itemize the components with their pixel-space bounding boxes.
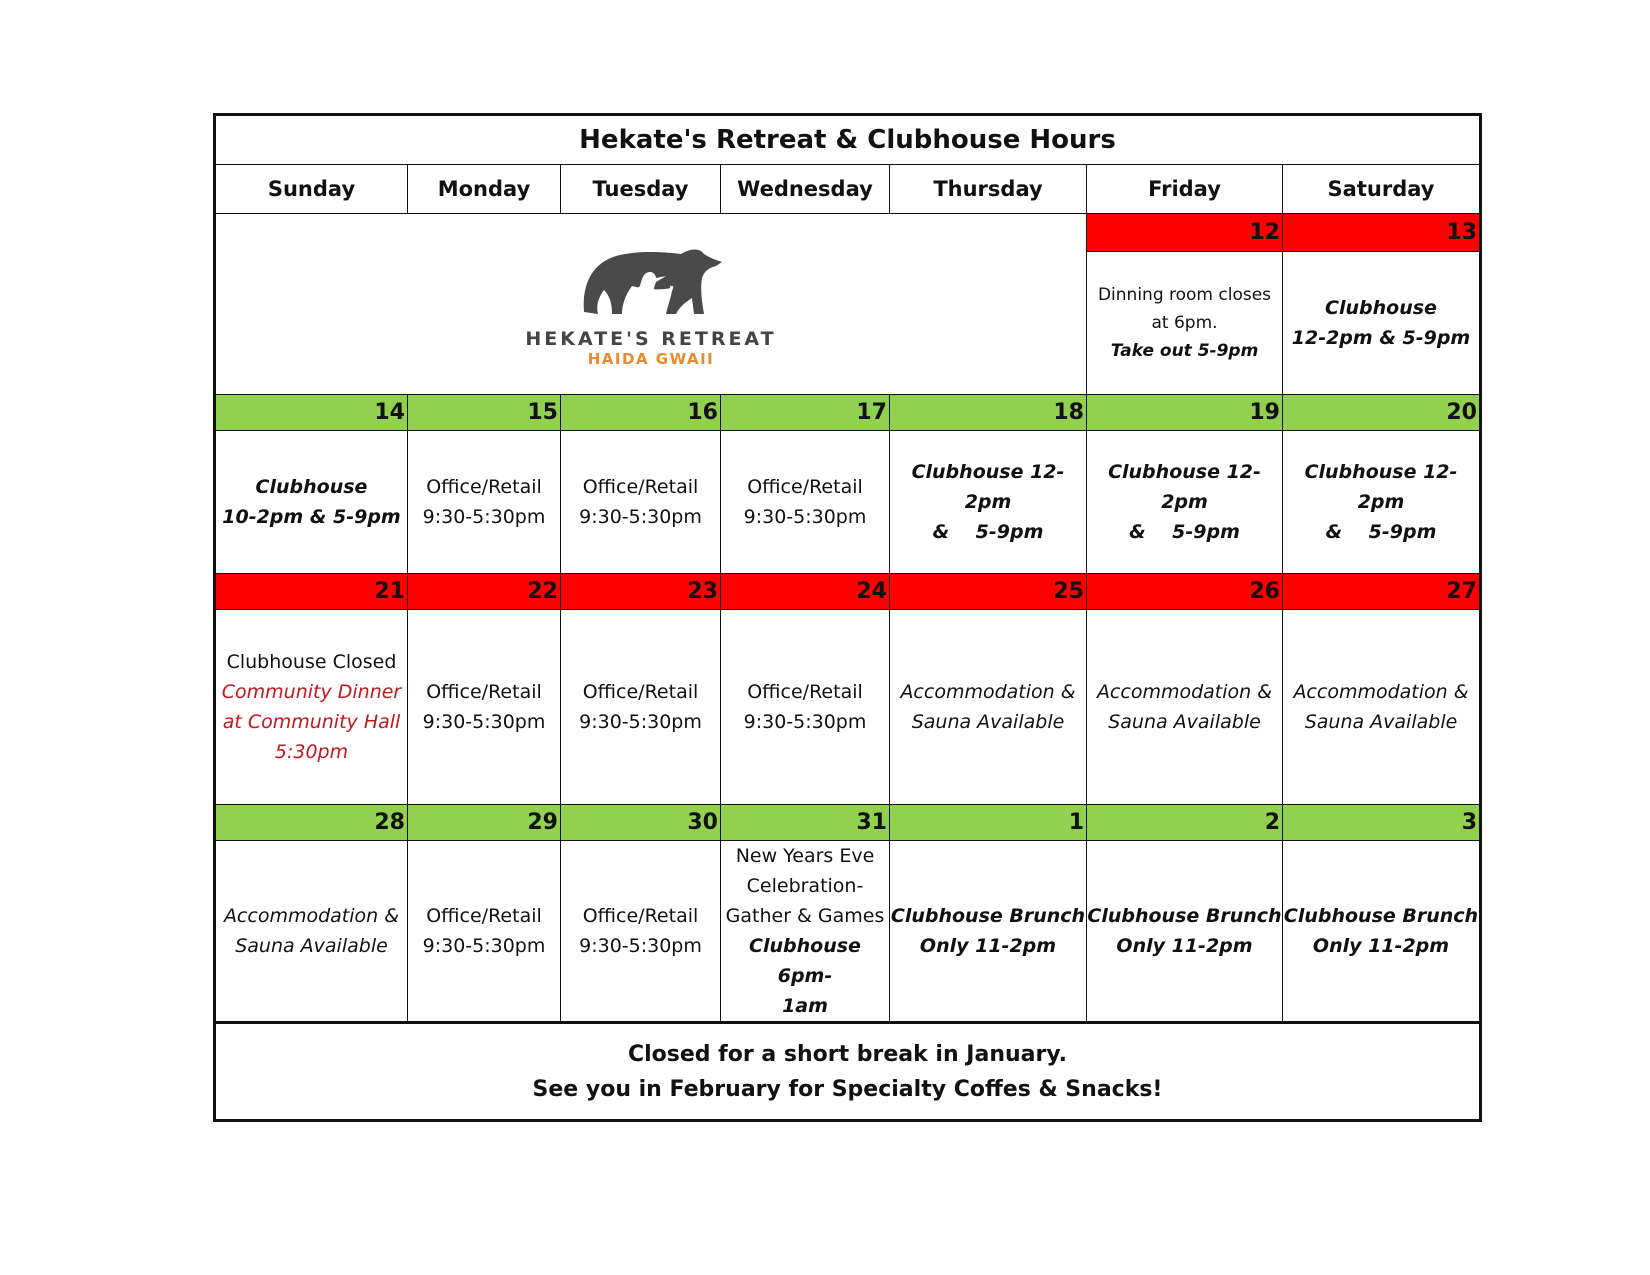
day-number: 20: [1283, 395, 1481, 431]
day-number: 18: [890, 395, 1087, 431]
footer-line: Closed for a short break in January.: [627, 1041, 1068, 1067]
day-number: 3: [1283, 805, 1481, 841]
day-number: 22: [408, 574, 561, 610]
day-note: Office/Retail 9:30-5:30pm: [561, 431, 721, 574]
day-note: Accommodation & Sauna Available: [1087, 610, 1283, 805]
day-number: 16: [561, 395, 721, 431]
day-note: Clubhouse Brunch Only 11-2pm: [1087, 841, 1283, 1023]
day-note: Office/Retail 9:30-5:30pm: [561, 610, 721, 805]
day-number: 30: [561, 805, 721, 841]
day-number: 15: [408, 395, 561, 431]
day-note: Clubhouse 10-2pm & 5-9pm: [215, 431, 408, 574]
day-number: 14: [215, 395, 408, 431]
day-note: Accommodation & Sauna Available: [1283, 610, 1481, 805]
day-number: 2: [1087, 805, 1283, 841]
day-note: Office/Retail 9:30-5:30pm: [408, 841, 561, 1023]
day-note: Clubhouse 12-2pm & 5-9pm: [890, 431, 1087, 574]
day-number: 26: [1087, 574, 1283, 610]
day-note: Clubhouse 12-2pm & 5-9pm: [1087, 431, 1283, 574]
day-name: Saturday: [1283, 165, 1481, 214]
day-number: 1: [890, 805, 1087, 841]
bear-heron-icon: [576, 242, 726, 324]
day-number: 19: [1087, 395, 1283, 431]
day-note: Clubhouse Brunch Only 11-2pm: [1283, 841, 1481, 1023]
day-number: 23: [561, 574, 721, 610]
day-note: Clubhouse Closed Community Dinner at Community Hall 5:30pm: [215, 610, 408, 805]
day-note: Office/Retail 9:30-5:30pm: [408, 431, 561, 574]
day-name: Sunday: [215, 165, 408, 214]
day-note: Clubhouse 12-2pm & 5-9pm: [1283, 251, 1481, 394]
logo-name: HEKATE'S RETREAT: [525, 328, 777, 350]
day-note: Dinning room closes at 6pm. Take out 5-9pm: [1087, 251, 1283, 394]
day-name: Tuesday: [561, 165, 721, 214]
day-note: Clubhouse 12-2pm & 5-9pm: [1283, 431, 1481, 574]
day-note: Accommodation & Sauna Available: [890, 610, 1087, 805]
day-name: Thursday: [890, 165, 1087, 214]
day-number: 27: [1283, 574, 1481, 610]
day-name: Monday: [408, 165, 561, 214]
day-note: Office/Retail 9:30-5:30pm: [721, 431, 890, 574]
day-number: 29: [408, 805, 561, 841]
footer-line: See you in February for Specialty Coffes & Snacks!: [532, 1076, 1163, 1102]
day-name: Wednesday: [721, 165, 890, 214]
day-number: 17: [721, 395, 890, 431]
logo: [216, 214, 1086, 394]
logo-subtitle: HAIDA GWAII: [587, 350, 715, 368]
day-note: New Years Eve Celebration- Gather & Games Clubhouse 6pm- 1am: [721, 841, 890, 1023]
day-number: 12: [1087, 214, 1283, 252]
day-header-row: [215, 165, 1481, 214]
day-note: Clubhouse Brunch Only 11-2pm: [890, 841, 1087, 1023]
day-number: 25: [890, 574, 1087, 610]
calendar-title: Hekate's Retreat & Clubhouse Hours: [215, 115, 1481, 165]
day-note: Office/Retail 9:30-5:30pm: [721, 610, 890, 805]
day-number: 28: [215, 805, 408, 841]
footer-note: [215, 1023, 1481, 1121]
day-note: Office/Retail 9:30-5:30pm: [561, 841, 721, 1023]
calendar-table: [213, 113, 1482, 1122]
day-number: 13: [1283, 214, 1481, 252]
day-number: 24: [721, 574, 890, 610]
day-name: Friday: [1087, 165, 1283, 214]
day-number: 31: [721, 805, 890, 841]
day-note: Accommodation & Sauna Available: [215, 841, 408, 1023]
logo-cell: [215, 214, 1087, 395]
day-number: 21: [215, 574, 408, 610]
day-note: Office/Retail 9:30-5:30pm: [408, 610, 561, 805]
